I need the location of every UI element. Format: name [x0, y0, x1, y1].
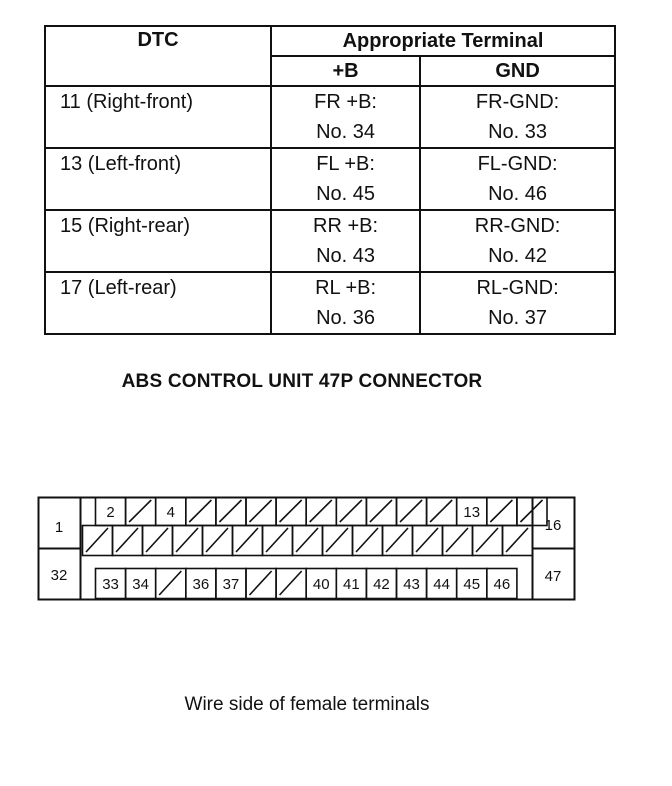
plug-slash — [219, 500, 241, 522]
empty-cavity — [353, 526, 383, 556]
pin-number: 43 — [403, 576, 420, 593]
pin-cavity — [457, 498, 487, 526]
header-plus-b: +B — [271, 56, 420, 86]
empty-cavity — [276, 569, 306, 599]
plug-slash — [416, 528, 438, 552]
plug-slash — [250, 500, 272, 522]
pin-cavity — [156, 498, 186, 526]
plug-slash — [520, 500, 542, 522]
gnd-number: No. 46 — [488, 183, 548, 205]
plug-slash — [266, 528, 288, 552]
plug-slash — [236, 528, 258, 552]
pin-number: 34 — [132, 576, 149, 593]
plus-b-number: No. 34 — [316, 121, 376, 143]
pin-row-top — [96, 498, 548, 526]
plug-slash — [189, 500, 211, 522]
plug-slash — [326, 528, 348, 552]
empty-cavity — [503, 526, 533, 556]
pin-row-bottom — [96, 569, 517, 599]
pin-number: 4 — [166, 504, 175, 521]
empty-cavity — [443, 526, 473, 556]
plus-b-label: RR +B: — [313, 215, 379, 237]
pin-number: 42 — [373, 576, 390, 593]
pin-cavity — [186, 569, 216, 599]
plug-slash — [476, 528, 498, 552]
gnd-number: No. 42 — [488, 245, 548, 267]
plug-slash — [490, 500, 512, 522]
empty-cavity — [306, 498, 336, 526]
empty-cavity — [173, 526, 203, 556]
gnd-number: No. 37 — [488, 307, 548, 329]
empty-cavity — [383, 526, 413, 556]
caption: Wire side of female terminals — [184, 694, 430, 715]
empty-cavity — [413, 526, 443, 556]
connector-title: ABS CONTROL UNIT 47P CONNECTOR — [121, 371, 483, 392]
header-appropriate-terminal: Appropriate Terminal — [271, 26, 615, 56]
plus-b-number: No. 45 — [316, 183, 376, 205]
pin-cavity — [397, 569, 427, 599]
pin-cavity — [306, 569, 336, 599]
gnd-label: RL-GND: — [476, 277, 559, 299]
plug-slash — [506, 528, 528, 552]
plug-slash — [296, 528, 318, 552]
empty-cavity — [473, 526, 503, 556]
plug-slash — [386, 528, 408, 552]
gnd-number: No. 33 — [488, 121, 548, 143]
pin-cavity — [126, 569, 156, 599]
pin-47: 47 — [544, 568, 562, 585]
pin-32: 32 — [50, 567, 68, 584]
plug-slash — [280, 571, 302, 595]
pin-cavity — [366, 569, 396, 599]
plug-slash — [310, 500, 332, 522]
empty-cavity — [276, 498, 306, 526]
pin-cavity — [336, 569, 366, 599]
empty-cavity — [156, 569, 186, 599]
gnd-label: FR-GND: — [475, 91, 560, 113]
pin-16: 16 — [544, 517, 562, 534]
plus-b-number: No. 43 — [316, 245, 376, 267]
empty-cavity — [186, 498, 216, 526]
pin-number: 40 — [312, 576, 330, 593]
pin-cavity — [96, 498, 126, 526]
empty-cavity — [323, 526, 353, 556]
pin-cavity — [216, 569, 246, 599]
dtc-code: 11 (Right-front) — [45, 86, 271, 148]
plug-slash — [356, 528, 378, 552]
plug-slash — [340, 500, 362, 522]
pin-number: 45 — [463, 576, 481, 593]
plug-slash — [280, 500, 302, 522]
header-dtc: DTC — [45, 26, 271, 86]
pin-number: 46 — [493, 576, 511, 593]
plug-slash — [86, 528, 108, 552]
plus-b-number: No. 36 — [316, 307, 376, 329]
pin-row-middle — [83, 526, 533, 556]
pin-cavity — [96, 569, 126, 599]
gnd-label: RR-GND: — [474, 215, 561, 237]
empty-cavity — [336, 498, 366, 526]
empty-cavity — [263, 526, 293, 556]
plug-slash — [129, 500, 151, 522]
pin-number: 44 — [433, 576, 450, 593]
pin-cavity — [487, 569, 517, 599]
empty-cavity — [246, 498, 276, 526]
plug-slash — [146, 528, 168, 552]
plug-slash — [370, 500, 392, 522]
pin-number: 33 — [102, 576, 119, 593]
empty-cavity — [427, 498, 457, 526]
gnd-label: FL-GND: — [477, 153, 558, 175]
empty-cavity — [293, 526, 323, 556]
plug-slash — [176, 528, 198, 552]
plug-slash — [116, 528, 138, 552]
empty-cavity — [126, 498, 156, 526]
empty-cavity — [143, 526, 173, 556]
empty-cavity — [203, 526, 233, 556]
plus-b-label: FR +B: — [314, 91, 377, 113]
plug-slash — [430, 500, 452, 522]
plug-slash — [250, 571, 272, 595]
dtc-code: 15 (Right-rear) — [45, 210, 271, 272]
empty-cavity — [397, 498, 427, 526]
pin-1: 1 — [54, 519, 64, 536]
pin-number: 37 — [222, 576, 240, 593]
empty-cavity — [233, 526, 263, 556]
plug-slash — [206, 528, 228, 552]
pin-number: 2 — [106, 504, 115, 521]
empty-cavity — [246, 569, 276, 599]
plug-slash — [400, 500, 422, 522]
pin-number: 41 — [343, 576, 360, 593]
pin-number: 13 — [463, 504, 481, 521]
pin-cavity — [427, 569, 457, 599]
plus-b-label: FL +B: — [316, 153, 375, 175]
plug-slash — [159, 571, 181, 595]
empty-cavity — [83, 526, 113, 556]
plug-slash — [446, 528, 468, 552]
plus-b-label: RL +B: — [315, 277, 377, 299]
dtc-code: 13 (Left-front) — [45, 148, 271, 210]
empty-cavity — [113, 526, 143, 556]
dtc-code: 17 (Left-rear) — [45, 272, 271, 334]
pin-cavity — [457, 569, 487, 599]
empty-cavity — [216, 498, 246, 526]
empty-cavity — [366, 498, 396, 526]
header-gnd: GND — [420, 56, 615, 86]
empty-cavity — [487, 498, 517, 526]
pin-number: 36 — [192, 576, 210, 593]
